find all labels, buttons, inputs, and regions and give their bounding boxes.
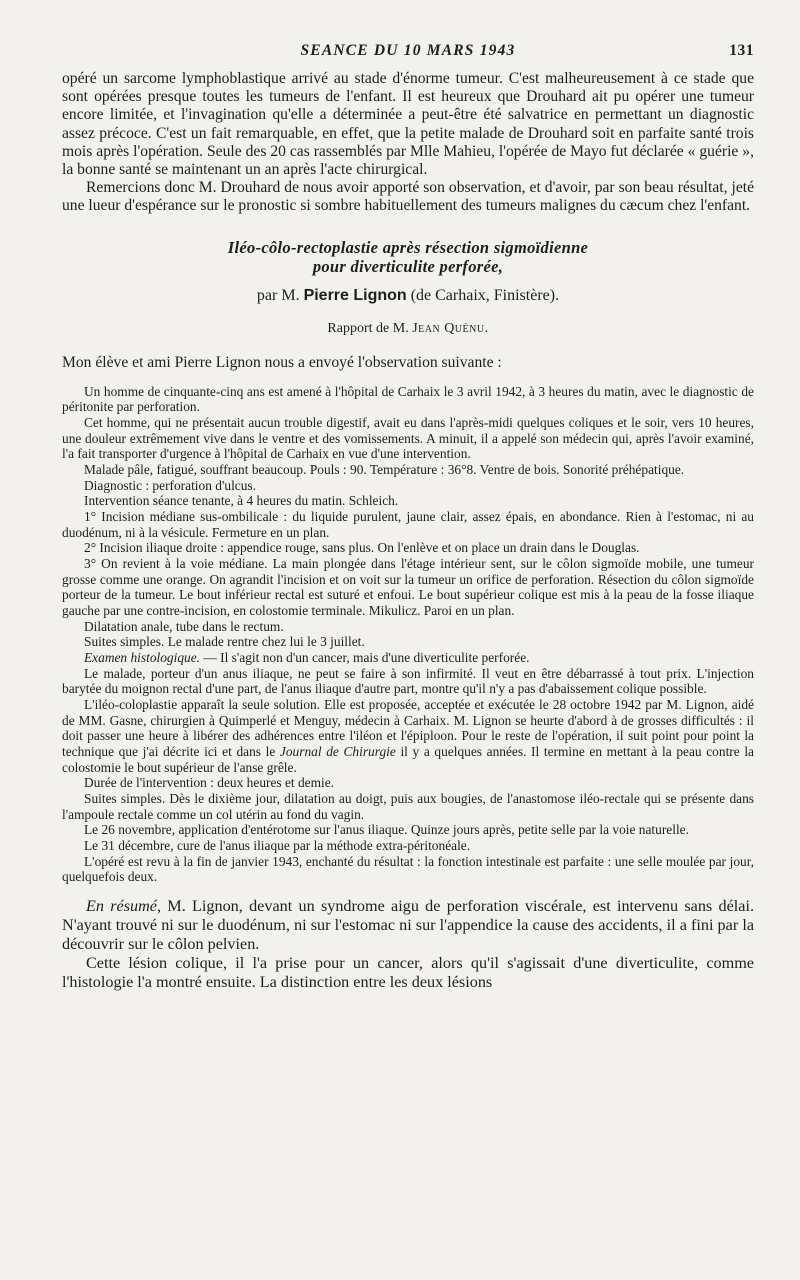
paragraph: Dilatation anale, tube dans le rectum.	[84, 618, 284, 634]
paragraph: Examen histologique. — Il s'agit non d'un cancer, mais d'une diverticulite perforée.	[84, 649, 530, 665]
intro-paragraph: Mon élève et ami Pierre Lignon nous a envoyé l'observation suivante :	[62, 353, 502, 371]
article-title-line: pour diverticulite perforée,	[312, 256, 504, 276]
paragraph: Malade pâle, fatigué, souffrant beaucoup. Pouls : 90. Température : 36°8. Ventre de bois. Sonorité préhépatique.	[84, 462, 685, 478]
paragraph: 2° Incision iliaque droite : appendice rouge, sans plus. On l'enlève et on place un drain dans le Douglas.	[84, 540, 640, 556]
paragraph: Suites simples. Dès le dixième jour, dilatation au doigt, puis aux bougies, de l'anastomose iléo-rectale qui se présente dans l'ampoule rectale comme un col utérin au fond du vagin.	[62, 790, 754, 822]
paragraph: Le 26 novembre, application d'entérotome sur l'anus iliaque. Quinze jours après, petite selle par la voie naturelle.	[84, 822, 689, 838]
paragraph: Un homme de cinquante-cinq ans est amené à l'hôpital de Carhaix le 3 avril 1942, à 3 heures du matin, avec le diagnostic de péritonite par perforation.	[62, 383, 754, 415]
paragraph: Le malade, porteur d'un anus iliaque, ne peut se faire à son infirmité. Il veut en être débarrassé à tout prix. L'injection barytée du moignon rectal d'une part, de l'anus iliaque d'autre part, montre qu'il n'y a pas d'abaissement colique possible.	[62, 665, 754, 697]
paragraph: En résumé, M. Lignon, devant un syndrome aigu de perforation viscérale, est intervenu sans délai. N'ayant trouvé ni sur le duodénum, ni sur l'estomac ni sur l'appendice la cause des accidents, il a fini par la découvrir sur le côlon pelvien.	[62, 896, 754, 953]
paragraph: Remercions donc M. Drouhard de nous avoir apporté son observation, et d'avoir, par son beau résultat, jeté une lueur d'espérance sur le pronostic si sombre habituellement des tumeurs malignes du cæcum chez l'enfant.	[62, 179, 754, 215]
report-prefix: Rapport de M.	[327, 320, 409, 336]
author-name: Pierre Lignon	[303, 286, 407, 304]
paragraph: L'iléo-coloplastie apparaît la seule solution. Elle est proposée, acceptée et exécutée le 28 octobre 1942 par M. Lignon, aidé de MM. Gasne, chirurgien à Quimperlé et Menguy, médecin à Carhaix. M. Lignon se heurte d'abord à de grosses difficultés : il doit passer une heure à libérer des adhérences entre l'iléon et l'épiploon. Pour le reste de l'opération, il suit point pour point la technique que j'ai décrite ici et dans le Journal de Chirurgie il y a quelques années. Il termine en mettant à la peau contre la colostomie le bout supérieur de l'anse grêle.	[62, 696, 754, 775]
running-head	[62, 42, 754, 70]
continued-text	[62, 70, 754, 216]
article-title	[62, 238, 754, 276]
reporter-name: Jean Quénu.	[412, 320, 489, 336]
case-report	[62, 384, 754, 885]
paragraph: Suites simples. Le malade rentre chez lui le 3 juillet.	[84, 634, 365, 650]
paragraph: Diagnostic : perforation d'ulcus.	[84, 477, 256, 493]
paragraph: 3° On revient à la voie médiane. La main plongée dans l'étage intérieur sent, sur le côlon sigmoïde mobile, une tumeur grosse comme une orange. On agrandit l'incision et on voit sur la tumeur un orifice de perforation. Résection du côlon sigmoïde porteur de la tumeur. Le bout inférieur rectal est suturé et enfoui. Le bout supérieur colique est mis à la peau de la fosse iliaque gauche par une contre-incision, en colostomie terminale. Mikulicz. Paroi en un plan.	[62, 556, 754, 619]
running-title: SEANCE DU 10 MARS 1943	[300, 42, 516, 59]
paragraph: Intervention séance tenante, à 4 heures du matin. Schleich.	[84, 493, 399, 509]
article-heading	[62, 238, 754, 338]
paragraph: Le 31 décembre, cure de l'anus iliaque par la méthode extra-péritonéale.	[84, 837, 471, 853]
paragraph: Cet homme, qui ne présentait aucun trouble digestif, avait eu dans l'après-midi quelques coliques et le soir, vers 10 heures, une douleur extrêmement vive dans le ventre et des vomissements. A minuit, il a appelé son médecin qui, après l'avoir examiné, l'a fait transporter d'urgence à l'hôpital de Carhaix en vue d'une intervention.	[62, 415, 754, 462]
summary-label: En résumé,	[86, 896, 162, 915]
journal-title: Journal de Chirurgie	[279, 743, 396, 759]
article-title-line: Iléo-côlo-rectoplastie après résection sigmoïdienne	[227, 237, 589, 257]
byline-suffix: (de Carhaix, Finistère).	[410, 286, 560, 304]
byline	[62, 286, 754, 306]
paragraph: 1° Incision médiane sus-ombilicale : du liquide purulent, jaune clair, assez épais, en abondance. Rien à l'estomac, ni au duodénum, ni à la vésicule. Fermeture en un plan.	[62, 509, 754, 540]
report-line	[62, 320, 754, 338]
summary	[62, 897, 754, 992]
page-number: 131	[729, 42, 754, 59]
byline-prefix: par M.	[256, 286, 300, 304]
paragraph: Durée de l'intervention : deux heures et demie.	[84, 775, 335, 791]
section-label: Examen histologique.	[84, 649, 201, 665]
paragraph: Cette lésion colique, il l'a prise pour un cancer, alors qu'il s'agissait d'une diverticulite, comme l'histologie l'a montré ensuite. La distinction entre les deux lésions	[62, 953, 754, 991]
paragraph: L'opéré est revu à la fin de janvier 1943, enchanté du résultat : la fonction intestinale est parfaite : une selle moulée par jour, quelquefois deux.	[62, 853, 754, 885]
paragraph: opéré un sarcome lymphoblastique arrivé au stade d'énorme tumeur. C'est malheureusement à ce stade que sont opérées presque toutes les tumeurs de l'enfant. Il est heureux que Drouhard ait pu opérer une tumeur encore limitée, et l'invagination qu'elle a déterminée a peut-être été salvatrice en permettant un diagnostic assez précoce. C'est un fait remarquable, en effet, que la petite malade de Drouhard soit en parfaite santé trois mois après l'opération. Seule des 20 cas rassemblés par Mlle Mahieu, l'opérée de Mayo fut déclarée « guérie », la bonne santé se maintenant un an après l'acte chirurgical.	[62, 70, 754, 179]
